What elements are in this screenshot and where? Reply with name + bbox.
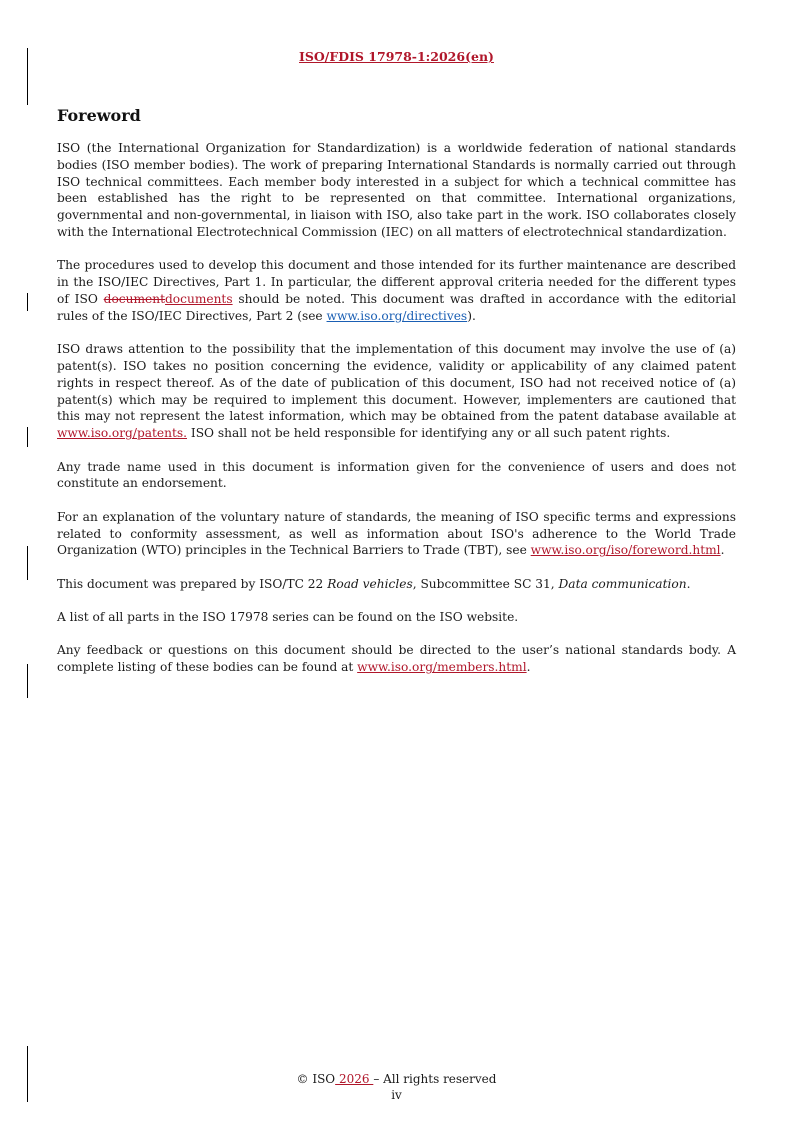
page-number: iv bbox=[391, 1088, 402, 1102]
paragraph-text: Any feedback or questions on this document should be directed to the user’s national standards body. A complete listing of these bodies can be found at bbox=[57, 643, 736, 675]
foreword-section bbox=[57, 106, 736, 693]
change-bar bbox=[27, 546, 28, 580]
paragraph-text: . bbox=[686, 576, 691, 591]
paragraph-text: . bbox=[720, 543, 725, 558]
paragraph-trade-name: Any trade name used in this document is information given for the convenience of users and does not constitute an endorsement. bbox=[57, 459, 736, 491]
paragraph-text: , Subcommittee SC 31, bbox=[412, 576, 559, 591]
section-title: Foreword bbox=[57, 106, 141, 125]
paragraph-text: This document was prepared by ISO/TC 22 bbox=[57, 576, 328, 591]
paragraph-voluntary-nature bbox=[57, 509, 736, 559]
inserted-text: documents bbox=[165, 291, 233, 306]
change-bar bbox=[27, 293, 28, 311]
inserted-year: 2026 bbox=[335, 1072, 374, 1086]
change-bar bbox=[27, 664, 28, 698]
paragraph-prepared-by bbox=[57, 576, 736, 593]
paragraph-patents bbox=[57, 341, 736, 442]
foreword-link[interactable]: www.iso.org/iso/foreword.html bbox=[530, 543, 721, 558]
change-bar bbox=[27, 427, 28, 447]
paragraph-feedback bbox=[57, 642, 736, 676]
directives-link[interactable]: www.iso.org/directives bbox=[326, 308, 468, 323]
paragraph-text: For an explanation of the voluntary nature of standards, the meaning of ISO specific terms and expressions related to conformity assessment, as well as information about ISO's adherence to the World Trade Organization (WTO) principles in the Technical Barriers to Trade (TBT), see bbox=[57, 509, 736, 558]
rights-text: – All rights reserved bbox=[373, 1072, 497, 1086]
paragraph-text: ). bbox=[467, 308, 476, 323]
paragraph-text: . bbox=[526, 660, 531, 675]
paragraph-text: ISO shall not be held responsible for identifying any or all such patent rights. bbox=[187, 426, 671, 441]
paragraph-text: The procedures used to develop this document and those intended for its further maintenance are described in the ISO/IEC Directives, Part 1. In particular, the different approval criteria needed for the different types of ISO bbox=[57, 258, 736, 306]
paragraph-procedures bbox=[57, 257, 736, 324]
paragraph-iso-intro: ISO (the International Organization for Standardization) is a worldwide federation of national standards bodies (ISO member bodies). The work of preparing International Standards is normally carried out through ISO technical committees. Each member body interested in a subject for which a technical committee has been established has the right to be represented on that committee. International organizations, governmental and non-governmental, in liaison with ISO, also take part in the work. ISO collaborates closely with the International Electrotechnical Commission (IEC) on all matters of electrotechnical standardization. bbox=[57, 141, 736, 239]
deleted-text: document bbox=[103, 291, 165, 306]
patents-link[interactable]: www.iso.org/patents. bbox=[57, 426, 187, 441]
committee-name: Road vehicles bbox=[327, 576, 413, 591]
paragraph-series-list: A list of all parts in the ISO 17978 series can be found on the ISO website. bbox=[57, 610, 519, 625]
paragraph-text: should be noted. This document was drafted in accordance with the editorial rules of the ISO/IEC Directives, Part 2 (see bbox=[57, 291, 736, 323]
copyright-line bbox=[0, 1071, 793, 1087]
copyright-text: © ISO bbox=[296, 1072, 336, 1086]
members-link[interactable]: www.iso.org/members.html bbox=[357, 660, 527, 675]
paragraph-text: ISO draws attention to the possibility that the implementation of this document may involve the use of (a) patent(s). ISO takes no position concerning the evidence, validity or applicability of any claimed patent rights in respect thereof. As of the date of publication of this document, ISO had not received notice of (a) patent(s) which may be required to implement this document. However, implementers are cautioned that this may not represent the latest information, which may be obtained from the patent database available at bbox=[57, 342, 736, 424]
page-footer bbox=[0, 1071, 793, 1103]
subcommittee-name: Data communication bbox=[558, 576, 687, 591]
document-id-header: ISO/FDIS 17978-1:2026(en) bbox=[299, 49, 494, 64]
